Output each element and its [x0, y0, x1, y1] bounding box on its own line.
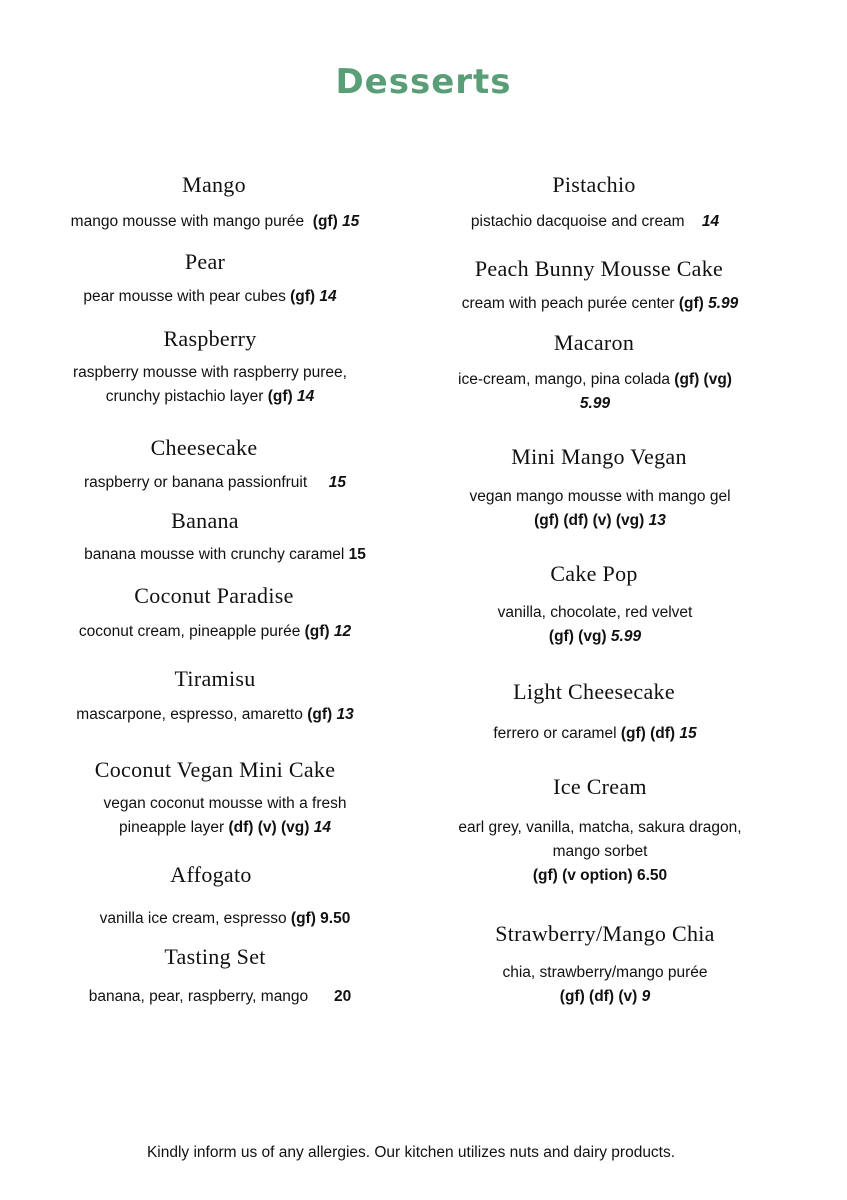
item-name: Light Cheesecake	[513, 679, 675, 704]
item-desc: cream with peach purée center	[461, 295, 675, 312]
menu-item-banana	[70, 508, 390, 567]
item-desc: mango sorbet	[552, 843, 648, 860]
menu-item-mini-mango-vegan	[445, 444, 755, 533]
menu-item-affogato	[70, 862, 380, 931]
menu-item-peach-bunny-mousse-cake	[445, 256, 755, 316]
item-desc: ice-cream, mango, pina colada	[458, 371, 670, 388]
item-name: Tasting Set	[164, 944, 266, 969]
item-tags: (gf)	[290, 910, 316, 927]
item-tags: (gf) (df) (v) (vg)	[534, 512, 645, 529]
item-name: Banana	[171, 508, 239, 533]
item-tags: (gf) (df) (v)	[559, 988, 638, 1005]
item-name: Peach Bunny Mousse Cake	[474, 256, 724, 281]
item-name: Mango	[182, 172, 246, 197]
item-name: Raspberry	[163, 326, 257, 351]
item-price: 14	[313, 819, 331, 836]
item-desc: crunchy pistachio layer	[105, 388, 264, 405]
item-tags: (gf)	[307, 706, 333, 723]
item-tags: (gf)	[290, 288, 316, 305]
item-price: 6.50	[637, 867, 668, 884]
item-tags: (gf)	[312, 213, 338, 230]
item-price: 9	[641, 988, 651, 1005]
menu-item-raspberry	[70, 326, 350, 409]
item-tags: (gf) (v option)	[532, 867, 633, 884]
item-name: Coconut Vegan Mini Cake	[94, 757, 336, 782]
item-name: Pear	[184, 249, 226, 274]
item-name: Macaron	[553, 330, 635, 355]
item-name: Pistachio	[552, 172, 636, 197]
item-price: 20	[334, 988, 352, 1005]
item-price: 15	[348, 546, 366, 563]
item-desc: vanilla, chocolate, red velvet	[497, 604, 693, 621]
item-desc: coconut cream, pineapple purée	[78, 623, 301, 640]
item-desc: raspberry or banana passionfruit	[84, 474, 308, 491]
item-price: 14	[319, 288, 337, 305]
item-desc: ferrero or caramel	[493, 725, 617, 742]
item-desc-line1: earl grey, vanilla, matcha, sakura dragon,	[458, 819, 742, 836]
item-desc-line1: vegan coconut mousse with a fresh	[103, 795, 347, 812]
item-tags: (gf)	[267, 388, 293, 405]
item-name: Ice Cream	[553, 774, 647, 799]
item-price: 5.99	[610, 628, 642, 645]
menu-item-tiramisu	[70, 666, 360, 727]
item-desc: pear mousse with pear cubes	[83, 288, 286, 305]
menu-item-pistachio	[445, 172, 745, 234]
item-price: 12	[333, 623, 352, 640]
item-name: Cheesecake	[150, 435, 258, 460]
item-tags: (gf) (vg)	[674, 371, 732, 388]
menu-item-light-cheesecake	[445, 679, 745, 746]
item-desc: chia, strawberry/mango purée	[502, 964, 708, 981]
menu-item-ice-cream	[440, 774, 760, 888]
menu-item-macaron	[445, 330, 745, 416]
menu-item-pear	[70, 249, 350, 309]
item-price: 14	[701, 213, 720, 230]
item-name: Strawberry/Mango Chia	[495, 921, 715, 946]
item-price: 15	[679, 725, 697, 742]
item-name: Tiramisu	[174, 666, 256, 691]
item-price: 9.50	[320, 910, 351, 927]
menu-item-strawberry-mango-chia	[450, 921, 760, 1009]
item-price: 14	[297, 388, 315, 405]
allergy-notice: Kindly inform us of any allergies. Our kitchen utilizes nuts and dairy products.	[146, 1144, 676, 1161]
menu-item-coconut-paradise	[70, 583, 360, 644]
item-desc: banana, pear, raspberry, mango	[88, 988, 309, 1005]
page-title: Desserts	[335, 62, 512, 102]
item-price: 5.99	[708, 295, 739, 312]
item-price: 15	[328, 474, 346, 491]
menu-item-tasting-set	[70, 944, 370, 1009]
item-desc: vegan mango mousse with mango gel	[469, 488, 731, 505]
item-price: 5.99	[579, 395, 611, 412]
item-desc: banana mousse with crunchy caramel	[84, 546, 345, 563]
item-desc-line1: raspberry mousse with raspberry puree,	[73, 364, 347, 381]
menu-item-cake-pop	[445, 561, 745, 649]
item-price: 15	[342, 213, 360, 230]
item-desc: mascarpone, espresso, amaretto	[76, 706, 303, 723]
item-tags: (gf)	[678, 295, 704, 312]
item-name: Coconut Paradise	[134, 583, 294, 608]
item-name: Cake Pop	[550, 561, 638, 586]
item-name: Mini Mango Vegan	[511, 444, 687, 469]
item-tags: (gf) (df)	[620, 725, 676, 742]
item-tags: (df) (v) (vg)	[228, 819, 310, 836]
menu-item-coconut-vegan-mini-cake	[80, 757, 370, 840]
item-name: Affogato	[170, 862, 252, 887]
menu-item-mango	[70, 172, 360, 234]
item-tags: (gf)	[304, 623, 330, 640]
item-desc: mango mousse with mango purée	[70, 213, 305, 230]
menu-item-cheesecake	[70, 435, 360, 495]
item-desc: pistachio dacquoise and cream	[470, 213, 685, 230]
item-tags: (gf) (vg)	[548, 628, 607, 645]
item-desc: vanilla ice cream, espresso	[99, 910, 287, 927]
item-price: 13	[336, 706, 354, 723]
item-price: 13	[648, 512, 666, 529]
item-desc: pineapple layer	[119, 819, 225, 836]
